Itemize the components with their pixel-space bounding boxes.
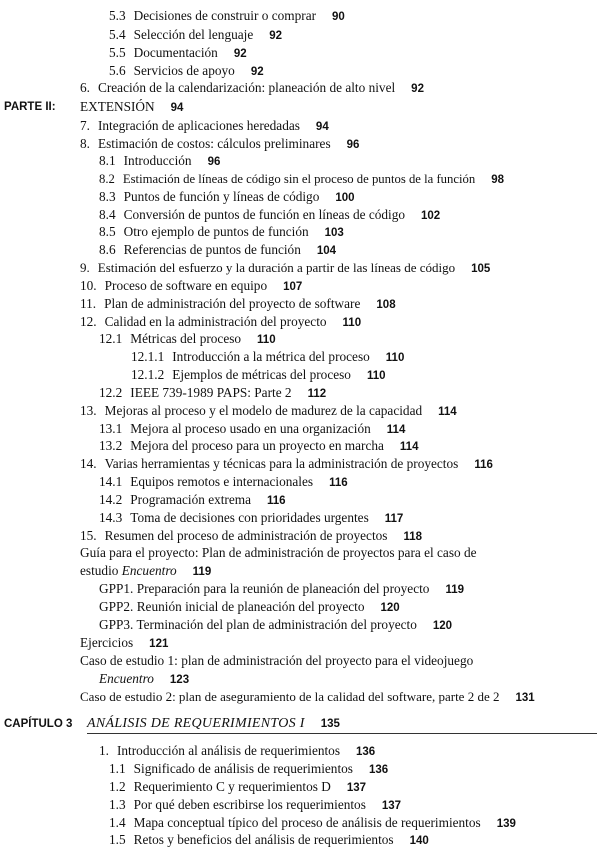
entry-number: 12.1.2 [131, 367, 165, 382]
entry-page: 98 [491, 174, 504, 186]
entry-number: 1. [99, 743, 109, 758]
entry-title: Decisiones de construir o comprar [133, 8, 317, 23]
toc-entry-14-2 [99, 492, 286, 509]
toc-entry-12-2 [99, 385, 326, 402]
entry-page: 92 [411, 83, 424, 95]
entry-number: 12.1.1 [131, 349, 165, 364]
entry-page: 116 [267, 495, 286, 507]
toc-entry-ejercicios [80, 635, 168, 652]
toc-entry-guide-line1 [80, 545, 477, 561]
toc-entry-5-4 [109, 27, 282, 44]
entry-page: 139 [496, 818, 516, 830]
entry-page: 137 [346, 782, 367, 794]
entry-page: 92 [269, 30, 283, 42]
entry-page: 120 [432, 620, 453, 632]
toc-entry-13-2 [99, 438, 418, 455]
part-title: EXTENSIÓN [80, 99, 155, 114]
entry-page: 119 [445, 584, 465, 596]
toc-entry-8-5 [99, 224, 344, 241]
entry-page: 112 [307, 388, 327, 400]
entry-title: Caso de estudio 2: plan de aseguramiento de la calidad del software, parte 2 de 2 [80, 689, 500, 704]
entry-title: Estimación de costos: cálculos preliminares [97, 136, 331, 151]
entry-title: IEEE 739-1989 PAPS: Parte 2 [130, 385, 292, 400]
entry-page: 96 [346, 139, 360, 151]
entry-title: GPP3. Terminación del plan de administración del proyecto [99, 617, 417, 632]
entry-number: 7. [80, 118, 90, 133]
entry-number: 8.4 [99, 207, 116, 222]
toc-entry-8-6 [99, 242, 336, 259]
entry-page: 90 [332, 11, 345, 23]
toc-entry-5-3 [109, 8, 345, 25]
toc-entry-14-3 [99, 510, 403, 527]
entry-title: Resumen del proceso de administración de proyectos [104, 528, 388, 543]
entry-page: 107 [283, 281, 303, 293]
entry-page: 114 [399, 441, 419, 453]
toc-entry-8-2 [99, 171, 504, 188]
entry-number: 8.2 [99, 172, 115, 186]
entry-title: Plan de administración del proyecto de software [104, 296, 361, 311]
entry-page: 92 [233, 48, 247, 60]
entry-title: Introducción a la métrica del proceso [172, 349, 370, 364]
entry-number: 5.3 [109, 8, 126, 23]
entry-number: 12.2 [99, 385, 123, 400]
entry-number: 8.3 [99, 189, 116, 204]
entry-page: 119 [192, 566, 212, 578]
entry-title: Estimación del esfuerzo y la duración a partir de las líneas de código [97, 260, 456, 275]
toc-entry-6 [80, 80, 424, 97]
toc-entry-c1 [99, 743, 375, 760]
entry-number: 11. [80, 296, 97, 311]
entry-page: 105 [471, 263, 491, 275]
entry-title: Varias herramientas y técnicas para la administración de proyectos [104, 456, 459, 471]
entry-page: 116 [474, 459, 493, 471]
entry-title: Guía para el proyecto: Plan de administración de proyectos para el caso de [80, 545, 477, 560]
part-title-entry [80, 99, 183, 116]
entry-page: 123 [169, 674, 190, 686]
entry-number: 13. [80, 403, 97, 418]
entry-title: GPP2. Reunión inicial de planeación del proyecto [99, 599, 365, 614]
entry-title: Documentación [133, 45, 218, 60]
entry-number: 1.2 [109, 779, 126, 794]
entry-page: 94 [315, 121, 329, 133]
entry-number: 8.1 [99, 153, 116, 168]
entry-title: Por qué deben escribirse los requerimientos [133, 797, 366, 812]
entry-title: Métricas del proceso [130, 331, 242, 346]
entry-number: 10. [80, 278, 97, 293]
entry-number: 8. [80, 136, 90, 151]
entry-title: Mejoras al proceso y el modelo de madurez de la capacidad [104, 403, 423, 418]
toc-entry-11 [80, 296, 396, 313]
entry-title: Toma de decisiones con prioridades urgentes [130, 510, 369, 525]
toc-entry-12-1-2 [131, 367, 386, 384]
entry-page: 131 [515, 692, 535, 704]
entry-page: 137 [381, 800, 402, 812]
entry-page: 96 [207, 156, 221, 168]
toc-entry-5-5 [109, 45, 247, 62]
entry-title: Mapa conceptual típico del proceso de análisis de requerimientos [133, 815, 481, 830]
entry-number: 8.5 [99, 224, 116, 239]
entry-title: Referencias de puntos de función [123, 242, 301, 257]
entry-title: Puntos de función y líneas de código [123, 189, 320, 204]
entry-page: 110 [342, 317, 362, 329]
entry-page: 110 [385, 352, 405, 364]
toc-entry-gpp3 [99, 617, 452, 634]
chapter-label: CAPÍTULO 3 [4, 718, 73, 730]
entry-page: 140 [409, 835, 429, 847]
toc-entry-8-1 [99, 153, 220, 170]
entry-page: 104 [316, 245, 337, 257]
entry-page: 121 [149, 638, 169, 650]
entry-number: 15. [80, 528, 97, 543]
entry-title: Mejora al proceso usado en una organización [130, 421, 371, 436]
entry-title-italic: Encuentro [99, 671, 154, 686]
toc-entry-8-4 [99, 207, 440, 224]
entry-number: 1.5 [109, 832, 126, 847]
entry-title: Servicios de apoyo [133, 63, 235, 78]
chapter-title-entry [87, 715, 340, 732]
entry-number: 1.3 [109, 797, 126, 812]
toc-entry-case1-line2 [99, 671, 189, 688]
toc-entry-c1-2 [109, 779, 366, 796]
entry-title: Ejercicios [80, 635, 134, 650]
entry-title: Retos y beneficios del análisis de requerimientos [133, 832, 394, 847]
entry-number: 5.5 [109, 45, 126, 60]
entry-title: Creación de la calendarización: planeación de alto nivel [97, 80, 396, 95]
entry-number: 6. [80, 80, 90, 95]
entry-title: Equipos remotos e internacionales [130, 474, 314, 489]
part-label: PARTE II: [4, 101, 56, 113]
entry-page: 92 [250, 66, 264, 78]
toc-entry-c1-4 [109, 815, 516, 832]
entry-number: 12. [80, 314, 97, 329]
entry-number: 14.1 [99, 474, 123, 489]
entry-title: estudio [80, 563, 119, 578]
entry-number: 1.1 [109, 761, 126, 776]
entry-title: Integración de aplicaciones heredadas [97, 118, 300, 133]
entry-title: Selección del lenguaje [133, 27, 254, 42]
entry-number: 12.1 [99, 331, 123, 346]
entry-page: 136 [356, 746, 376, 758]
entry-page: 114 [386, 424, 406, 436]
toc-entry-8-3 [99, 189, 355, 206]
entry-page: 114 [438, 406, 457, 418]
toc-entry-15 [80, 528, 422, 545]
toc-entry-guide-line2 [80, 563, 211, 580]
entry-page: 120 [380, 602, 400, 614]
toc-entry-case1-line1 [80, 653, 473, 669]
entry-page: 117 [384, 513, 404, 525]
toc-entry-8 [80, 136, 359, 153]
entry-title: Calidad en la administración del proyecto [104, 314, 327, 329]
toc-entry-c1-5 [109, 832, 429, 849]
entry-page: 94 [170, 102, 184, 114]
entry-title: Estimación de líneas de código sin el proceso de puntos de la función [122, 172, 476, 186]
toc-entry-13 [80, 403, 457, 420]
chapter-title: ANÁLISIS DE REQUERIMIENTOS I [87, 716, 305, 731]
entry-number: 13.2 [99, 438, 123, 453]
entry-page: 116 [329, 477, 348, 489]
entry-title: Introducción al análisis de requerimientos [116, 743, 341, 758]
toc-entry-9 [80, 260, 490, 277]
toc-entry-14-1 [99, 474, 348, 491]
entry-number: 14. [80, 456, 97, 471]
toc-entry-12-1-1 [131, 349, 404, 366]
entry-title: Caso de estudio 1: plan de administración del proyecto para el videojuego [80, 653, 474, 668]
entry-title: Ejemplos de métricas del proceso [172, 367, 351, 382]
entry-number: 14.2 [99, 492, 123, 507]
toc-entry-12 [80, 314, 361, 331]
entry-number: 14.3 [99, 510, 123, 525]
entry-title: Proceso de software en equipo [104, 278, 268, 293]
entry-title: Mejora del proceso para un proyecto en marcha [130, 438, 384, 453]
entry-number: 5.6 [109, 63, 126, 78]
entry-number: 13.1 [99, 421, 123, 436]
toc-entry-13-1 [99, 421, 405, 438]
entry-page: 136 [368, 764, 389, 776]
entry-title: Introducción [123, 153, 192, 168]
entry-number: 1.4 [109, 815, 126, 830]
entry-number: 8.6 [99, 242, 116, 257]
entry-page: 135 [320, 718, 340, 730]
toc-entry-7 [80, 118, 329, 135]
toc-entry-5-6 [109, 63, 264, 80]
chapter-divider [87, 733, 597, 734]
entry-title: Significado de análisis de requerimientos [133, 761, 353, 776]
entry-title: Requerimiento C y requerimientos D [133, 779, 331, 794]
entry-title: Conversión de puntos de función en líneas de código [123, 207, 406, 222]
entry-page: 118 [403, 531, 423, 543]
entry-page: 110 [366, 370, 386, 382]
entry-title: Programación extrema [130, 492, 252, 507]
entry-page: 100 [335, 192, 355, 204]
entry-number: 9. [80, 260, 90, 275]
entry-page: 102 [421, 210, 441, 222]
entry-title: Otro ejemplo de puntos de función [123, 224, 309, 239]
toc-entry-gpp1 [99, 581, 464, 598]
entry-page: 108 [376, 299, 396, 311]
entry-title-italic: Encuentro [121, 563, 177, 578]
toc-entry-10 [80, 278, 302, 295]
entry-page: 103 [324, 227, 344, 239]
toc-entry-gpp2 [99, 599, 400, 616]
toc-entry-12-1 [99, 331, 276, 348]
toc-entry-14 [80, 456, 493, 473]
toc-entry-c1-3 [109, 797, 401, 814]
entry-page: 110 [257, 334, 276, 346]
toc-entry-c1-1 [109, 761, 388, 778]
entry-title: GPP1. Preparación para la reunión de planeación del proyecto [99, 581, 430, 596]
toc-entry-case2 [80, 689, 535, 706]
entry-number: 5.4 [109, 27, 126, 42]
